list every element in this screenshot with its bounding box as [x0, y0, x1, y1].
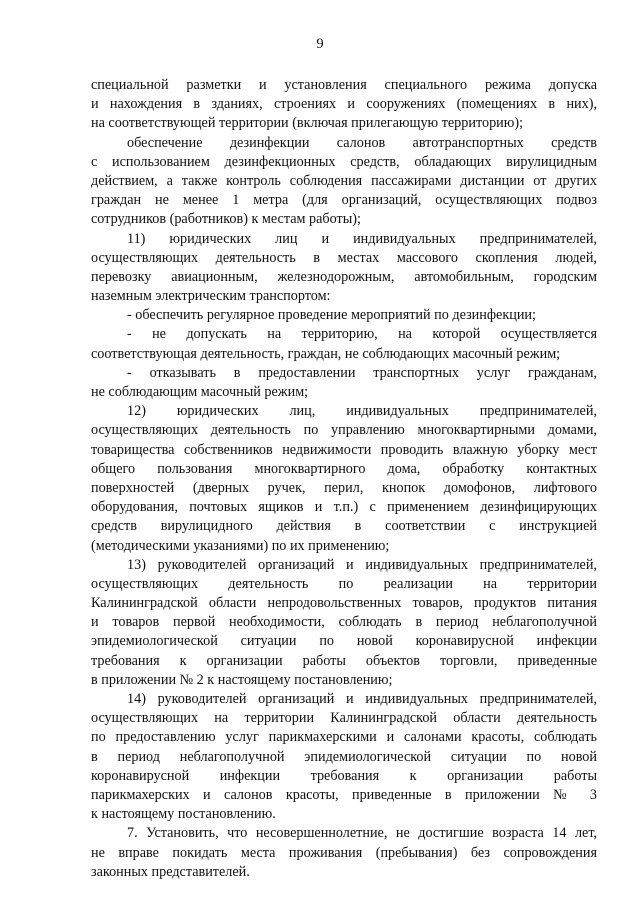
text-line: - не допускать на территорию, на которой осуществляется — [127, 326, 597, 343]
text-line: действием, а также контроль соблюдения пассажирами дистанции от других — [91, 172, 597, 189]
paragraph — [91, 134, 597, 230]
paragraph — [91, 690, 597, 824]
text-line: с использованием дезинфекционных средств, обладающих вирулицидным — [91, 153, 597, 170]
text-line: специальной разметки и установления специального режима допуска — [91, 77, 597, 93]
text-line: - обеспечить регулярное проведение мероприятий по дезинфекции; — [127, 307, 536, 324]
text-line: 7. Установить, что несовершеннолетние, не достигшие возраста 14 лет, — [127, 825, 597, 842]
paragraph — [91, 824, 597, 882]
text-line: осуществляющих на территории Калининградской области деятельность — [91, 710, 597, 727]
text-line: граждан не менее 1 метра (для организаций, осуществляющих подвоз — [91, 192, 597, 209]
text-line: поверхностей (дверных ручек, перил, кнопок домофонов, лифтового — [91, 479, 597, 496]
text-line: сотрудников (работников) к местам работы); — [91, 211, 361, 228]
text-line: обеспечение дезинфекции салонов автотранспортных средств — [127, 134, 597, 151]
document-body — [91, 76, 597, 882]
paragraph — [91, 325, 597, 363]
text-line: требования к организации работы объектов торговли, приведенные — [91, 652, 597, 669]
text-line: осуществляющих деятельность по реализации на территории — [91, 575, 597, 592]
text-line: эпидемиологической ситуации по новой коронавирусной инфекции — [91, 633, 597, 650]
text-line: парикмахерских и салонов красоты, приведенные в приложении № 3 — [91, 786, 597, 803]
text-line: соответствующая деятельность, граждан, не соблюдающих масочный режим; — [91, 345, 561, 362]
page-number: 9 — [316, 36, 324, 52]
paragraph — [91, 306, 597, 325]
text-line: в период неблагополучной эпидемиологической ситуации по новой — [91, 748, 597, 765]
text-line: и товаров первой необходимости, соблюдать в период неблагополучной — [91, 614, 597, 631]
text-line: 12) юридических лиц, индивидуальных предпринимателей, — [127, 403, 597, 420]
paragraph — [91, 230, 597, 307]
text-line: коронавирусной инфекции требования к организации работы — [91, 767, 597, 784]
text-line: Калининградской области непродовольственных товаров, продуктов питания — [91, 595, 597, 612]
text-line: осуществляющих деятельность в местах массового скопления людей, — [91, 249, 597, 266]
text-line: законных представителей. — [91, 863, 250, 880]
text-line: на соответствующей территории (включая прилегающую территорию); — [91, 115, 524, 132]
text-line: оборудования, почтовых ящиков и т.п.) с применением дезинфицирующих — [91, 499, 597, 516]
text-line: и нахождения в зданиях, строениях и сооружениях (помещениях в них), — [91, 96, 597, 113]
paragraph — [91, 76, 597, 134]
text-line: (методическими указаниями) по их применению; — [91, 537, 390, 554]
paragraph — [91, 364, 597, 402]
text-line: - отказывать в предоставлении транспортных услуг гражданам, — [127, 364, 597, 381]
text-line: в приложении № 2 к настоящему постановлению; — [91, 671, 393, 688]
paragraph — [91, 402, 597, 556]
text-line: общего пользования многоквартирного дома, обработку контактных — [91, 460, 597, 477]
text-line: 13) руководителей организаций и индивидуальных предпринимателей, — [127, 556, 597, 573]
text-line: по предоставлению услуг парикмахерскими и салонами красоты, соблюдать — [91, 729, 597, 746]
text-line: к настоящему постановлению. — [91, 806, 276, 823]
text-line: 14) руководителей организаций и индивидуальных предпринимателей, — [127, 691, 597, 707]
text-line: 11) юридических лиц и индивидуальных предпринимателей, — [127, 230, 597, 247]
text-line: не соблюдающим масочный режим; — [91, 384, 309, 400]
text-line: перевозку авиационным, железнодорожным, автомобильным, городским — [91, 268, 597, 285]
text-line: средств вирулицидного действия в соответствии с инструкцией — [91, 518, 597, 535]
paragraph — [91, 556, 597, 690]
text-line: осуществляющих деятельность по управлению многоквартирными домами, — [91, 422, 597, 439]
text-line: товарищества собственников недвижимости проводить влажную уборку мест — [91, 441, 597, 458]
text-line: наземным электрическим транспортом: — [91, 288, 331, 305]
text-line: не вправе покидать места проживания (пребывания) без сопровождения — [91, 844, 597, 861]
